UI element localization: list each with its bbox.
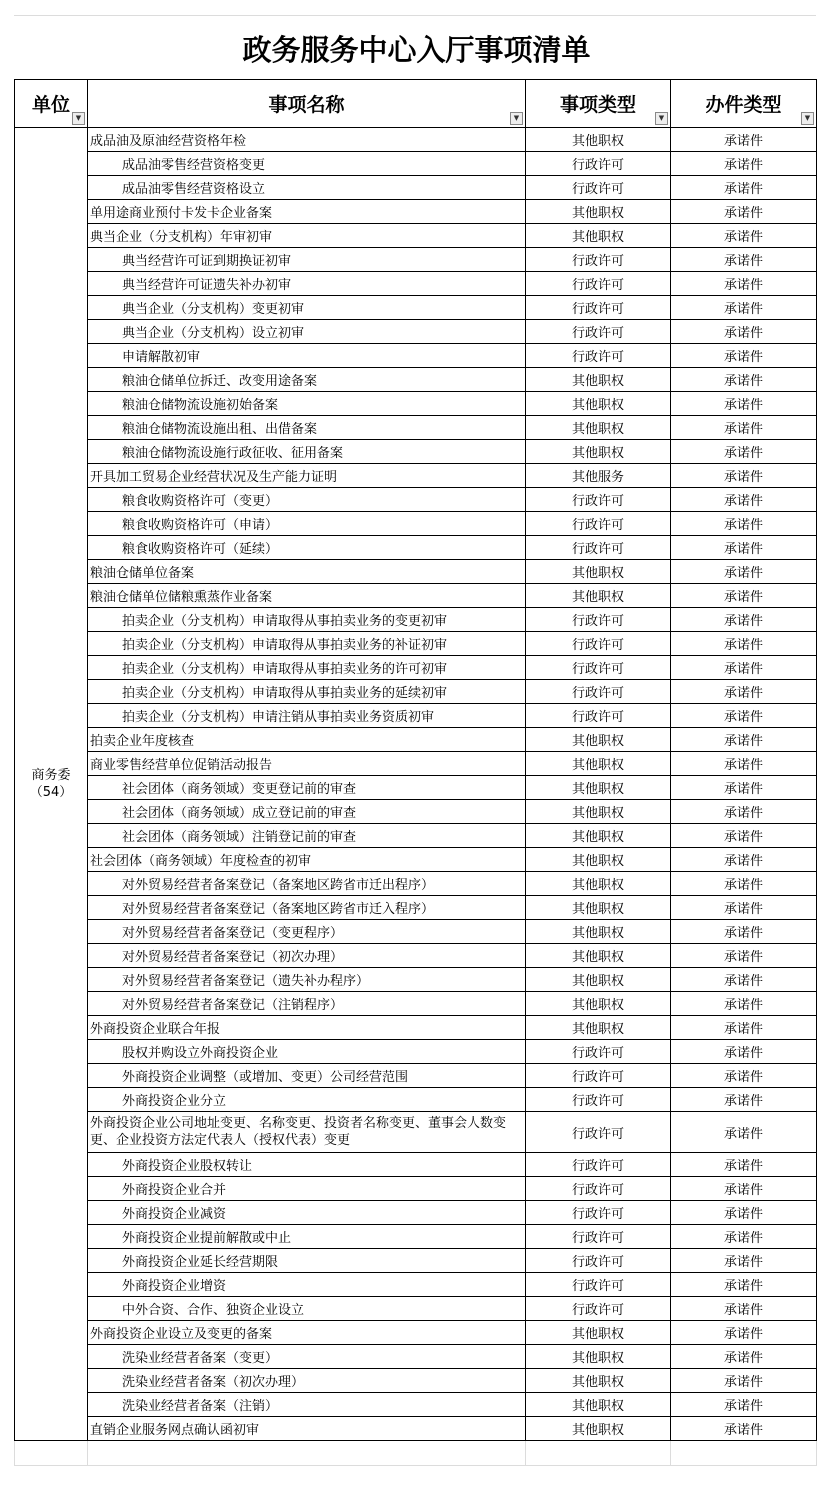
item-name-cell[interactable]: 外商投资企业设立及变更的备案	[88, 1321, 526, 1345]
item-handling-cell[interactable]: 承诺件	[671, 224, 817, 248]
item-handling-cell[interactable]: 承诺件	[671, 368, 817, 392]
item-handling-cell[interactable]: 承诺件	[671, 440, 817, 464]
item-name-cell[interactable]: 粮油仓储物流设施行政征收、征用备案	[88, 440, 526, 464]
header-name-label: 事项名称	[268, 94, 345, 116]
table-row	[15, 800, 817, 824]
item-name-cell[interactable]: 拍卖企业（分支机构）申请取得从事拍卖业务的延续初审	[88, 680, 526, 704]
empty-cell[interactable]	[526, 1441, 671, 1466]
item-type-cell[interactable]: 其他职权	[526, 200, 671, 224]
item-name-cell[interactable]: 成品油零售经营资格设立	[88, 176, 526, 200]
item-name-cell[interactable]: 单用途商业预付卡发卡企业备案	[88, 200, 526, 224]
item-handling-cell[interactable]: 承诺件	[671, 992, 817, 1016]
item-handling-cell[interactable]: 承诺件	[671, 272, 817, 296]
item-handling-cell[interactable]: 承诺件	[671, 896, 817, 920]
item-handling-cell[interactable]: 承诺件	[671, 752, 817, 776]
item-type-cell[interactable]: 其他职权	[526, 128, 671, 152]
item-type-cell[interactable]: 其他职权	[526, 968, 671, 992]
table-row	[15, 536, 817, 560]
item-handling-cell[interactable]: 承诺件	[671, 152, 817, 176]
item-handling-cell[interactable]: 承诺件	[671, 1393, 817, 1417]
item-type-cell[interactable]: 其他职权	[526, 896, 671, 920]
item-name-cell[interactable]: 申请解散初审	[88, 344, 526, 368]
item-name-cell[interactable]: 成品油及原油经营资格年检	[88, 128, 526, 152]
table-row	[15, 1040, 817, 1064]
header-handling-label: 办件类型	[705, 94, 782, 116]
table-row	[15, 584, 817, 608]
table-row	[15, 1064, 817, 1088]
item-type-cell[interactable]: 其他职权	[526, 944, 671, 968]
table-row	[15, 1393, 817, 1417]
table-row	[15, 1369, 817, 1393]
table-row	[15, 992, 817, 1016]
item-name-cell[interactable]: 外商投资企业增资	[88, 1273, 526, 1297]
item-name-cell[interactable]: 粮油仓储单位拆迁、改变用途备案	[88, 368, 526, 392]
item-name-cell[interactable]: 典当企业（分支机构）变更初审	[88, 296, 526, 320]
item-type-cell[interactable]: 其他职权	[526, 1417, 671, 1441]
item-handling-cell[interactable]: 承诺件	[671, 1177, 817, 1201]
item-handling-cell[interactable]: 承诺件	[671, 584, 817, 608]
item-name-cell[interactable]: 拍卖企业（分支机构）申请取得从事拍卖业务的许可初审	[88, 656, 526, 680]
item-name-cell[interactable]: 开具加工贸易企业经营状况及生产能力证明	[88, 464, 526, 488]
table-row	[15, 608, 817, 632]
table-row	[15, 1225, 817, 1249]
item-name-cell[interactable]: 社会团体（商务领域）年度检查的初审	[88, 848, 526, 872]
item-type-cell[interactable]: 其他职权	[526, 992, 671, 1016]
empty-cell[interactable]	[671, 1441, 817, 1466]
item-type-cell[interactable]: 行政许可	[526, 1040, 671, 1064]
table-row	[15, 152, 817, 176]
table-row	[15, 824, 817, 848]
table-row	[15, 1249, 817, 1273]
item-name-cell[interactable]: 商业零售经营单位促销活动报告	[88, 752, 526, 776]
item-handling-cell[interactable]: 承诺件	[671, 344, 817, 368]
item-type-cell[interactable]: 其他职权	[526, 776, 671, 800]
item-name-cell[interactable]: 外商投资企业延长经营期限	[88, 1249, 526, 1273]
item-handling-cell[interactable]: 承诺件	[671, 656, 817, 680]
item-name-cell[interactable]: 对外贸易经营者备案登记（变更程序）	[88, 920, 526, 944]
item-name-cell[interactable]: 典当经营许可证到期换证初审	[88, 248, 526, 272]
item-type-cell[interactable]: 行政许可	[526, 1177, 671, 1201]
item-type-cell[interactable]: 行政许可	[526, 1064, 671, 1088]
table-row	[15, 920, 817, 944]
item-name-cell[interactable]: 外商投资企业减资	[88, 1201, 526, 1225]
item-handling-cell[interactable]: 承诺件	[671, 512, 817, 536]
item-handling-cell[interactable]: 承诺件	[671, 1321, 817, 1345]
item-type-cell[interactable]: 行政许可	[526, 1249, 671, 1273]
table-row	[15, 176, 817, 200]
table-row	[15, 704, 817, 728]
table-row	[15, 224, 817, 248]
header-type-label: 事项类型	[559, 94, 636, 116]
item-type-cell[interactable]: 其他职权	[526, 416, 671, 440]
item-type-cell[interactable]: 其他职权	[526, 800, 671, 824]
item-handling-cell[interactable]: 承诺件	[671, 1369, 817, 1393]
table-row	[15, 320, 817, 344]
header-name	[88, 80, 526, 128]
table-row	[15, 944, 817, 968]
table-row	[15, 368, 817, 392]
item-type-cell[interactable]: 其他职权	[526, 368, 671, 392]
item-type-cell[interactable]: 行政许可	[526, 176, 671, 200]
item-handling-cell[interactable]: 承诺件	[671, 848, 817, 872]
table-row	[15, 296, 817, 320]
item-name-cell[interactable]: 洗染业经营者备案（变更）	[88, 1345, 526, 1369]
item-handling-cell[interactable]: 承诺件	[671, 536, 817, 560]
item-type-cell[interactable]: 行政许可	[526, 512, 671, 536]
header-type	[526, 80, 671, 128]
item-name-cell[interactable]: 成品油零售经营资格变更	[88, 152, 526, 176]
table-row	[15, 1177, 817, 1201]
item-name-cell[interactable]: 外商投资企业股权转让	[88, 1153, 526, 1177]
item-type-cell[interactable]: 行政许可	[526, 704, 671, 728]
item-type-cell[interactable]: 行政许可	[526, 320, 671, 344]
item-type-cell[interactable]: 行政许可	[526, 272, 671, 296]
item-type-cell[interactable]: 其他职权	[526, 920, 671, 944]
header-unit	[15, 80, 88, 128]
item-type-cell[interactable]: 行政许可	[526, 1112, 671, 1153]
item-handling-cell[interactable]: 承诺件	[671, 392, 817, 416]
item-handling-cell[interactable]: 承诺件	[671, 560, 817, 584]
item-name-cell[interactable]: 粮食收购资格许可（变更）	[88, 488, 526, 512]
item-type-cell[interactable]: 行政许可	[526, 608, 671, 632]
item-type-cell[interactable]: 其他职权	[526, 1345, 671, 1369]
item-type-cell[interactable]: 行政许可	[526, 656, 671, 680]
unit-cell[interactable]	[15, 128, 88, 1441]
item-handling-cell[interactable]: 承诺件	[671, 872, 817, 896]
item-handling-cell[interactable]: 承诺件	[671, 968, 817, 992]
item-type-cell[interactable]: 其他职权	[526, 1393, 671, 1417]
table-row	[15, 1417, 817, 1441]
table-row	[15, 728, 817, 752]
table-row	[15, 776, 817, 800]
item-name-cell[interactable]: 洗染业经营者备案（初次办理）	[88, 1369, 526, 1393]
table-row	[15, 128, 817, 152]
item-type-cell[interactable]: 行政许可	[526, 1088, 671, 1112]
item-type-cell[interactable]: 行政许可	[526, 488, 671, 512]
table-row	[15, 848, 817, 872]
table-row	[15, 1112, 817, 1153]
item-name-cell[interactable]: 典当企业（分支机构）年审初审	[88, 224, 526, 248]
items-table	[14, 79, 817, 1466]
item-handling-cell[interactable]: 承诺件	[671, 824, 817, 848]
item-handling-cell[interactable]: 承诺件	[671, 1417, 817, 1441]
table-row	[15, 680, 817, 704]
table-row	[15, 1016, 817, 1040]
table-row	[15, 1321, 817, 1345]
item-type-cell[interactable]: 其他职权	[526, 1016, 671, 1040]
table-row	[15, 392, 817, 416]
item-type-cell[interactable]: 其他职权	[526, 392, 671, 416]
item-name-cell[interactable]: 社会团体（商务领域）成立登记前的审查	[88, 800, 526, 824]
header-handling	[671, 80, 817, 128]
table-row	[15, 488, 817, 512]
item-type-cell[interactable]: 行政许可	[526, 1225, 671, 1249]
item-handling-cell[interactable]: 承诺件	[671, 1225, 817, 1249]
item-handling-cell[interactable]: 承诺件	[671, 1112, 817, 1153]
item-name-cell[interactable]: 对外贸易经营者备案登记（遗失补办程序）	[88, 968, 526, 992]
header-unit-label: 单位	[31, 94, 70, 116]
item-handling-cell[interactable]: 承诺件	[671, 944, 817, 968]
item-handling-cell[interactable]: 承诺件	[671, 488, 817, 512]
item-type-cell[interactable]: 行政许可	[526, 632, 671, 656]
item-type-cell[interactable]: 行政许可	[526, 248, 671, 272]
item-name-cell[interactable]: 外商投资企业公司地址变更、名称变更、投资者名称变更、董事会人数变更、企业投资方法定代表人（授权代表）变更	[88, 1112, 526, 1153]
item-name-cell[interactable]: 社会团体（商务领域）注销登记前的审查	[88, 824, 526, 848]
item-type-cell[interactable]: 其他职权	[526, 560, 671, 584]
filter-dropdown-icon[interactable]: ▼	[801, 112, 814, 125]
table-row	[15, 872, 817, 896]
filter-active-icon[interactable]: ▼	[72, 112, 85, 125]
item-name-cell[interactable]: 典当经营许可证遗失补办初审	[88, 272, 526, 296]
item-type-cell[interactable]: 行政许可	[526, 1273, 671, 1297]
item-handling-cell[interactable]: 承诺件	[671, 632, 817, 656]
table-row	[15, 560, 817, 584]
item-name-cell[interactable]: 拍卖企业（分支机构）申请取得从事拍卖业务的变更初审	[88, 608, 526, 632]
item-name-cell[interactable]: 粮油仓储物流设施出租、出借备案	[88, 416, 526, 440]
item-name-cell[interactable]: 社会团体（商务领域）变更登记前的审查	[88, 776, 526, 800]
table-row	[15, 200, 817, 224]
item-handling-cell[interactable]: 承诺件	[671, 920, 817, 944]
item-handling-cell[interactable]: 承诺件	[671, 128, 817, 152]
item-type-cell[interactable]: 其他职权	[526, 224, 671, 248]
item-handling-cell[interactable]: 承诺件	[671, 1016, 817, 1040]
item-handling-cell[interactable]: 承诺件	[671, 608, 817, 632]
item-type-cell[interactable]: 行政许可	[526, 680, 671, 704]
item-handling-cell[interactable]: 承诺件	[671, 1345, 817, 1369]
sheet-top-gridline	[14, 15, 816, 16]
item-name-cell[interactable]: 中外合资、合作、独资企业设立	[88, 1297, 526, 1321]
table-row	[15, 968, 817, 992]
page-title: 政务服务中心入厅事项清单	[242, 33, 591, 67]
table-row	[15, 896, 817, 920]
item-name-cell[interactable]: 拍卖企业（分支机构）申请取得从事拍卖业务的补证初审	[88, 632, 526, 656]
table-row	[15, 656, 817, 680]
item-type-cell[interactable]: 其他职权	[526, 440, 671, 464]
item-handling-cell[interactable]: 承诺件	[671, 704, 817, 728]
item-name-cell[interactable]: 粮食收购资格许可（延续）	[88, 536, 526, 560]
item-name-cell[interactable]: 洗染业经营者备案（注销）	[88, 1393, 526, 1417]
table-row	[15, 344, 817, 368]
table-row	[15, 1088, 817, 1112]
item-handling-cell[interactable]: 承诺件	[671, 176, 817, 200]
item-name-cell[interactable]: 外商投资企业调整（或增加、变更）公司经营范围	[88, 1064, 526, 1088]
item-handling-cell[interactable]: 承诺件	[671, 320, 817, 344]
empty-cell[interactable]	[15, 1441, 88, 1466]
item-type-cell[interactable]: 其他职权	[526, 1369, 671, 1393]
table-row	[15, 440, 817, 464]
item-type-cell[interactable]: 行政许可	[526, 1297, 671, 1321]
table-row	[15, 416, 817, 440]
item-type-cell[interactable]: 其他职权	[526, 584, 671, 608]
item-name-cell[interactable]: 外商投资企业分立	[88, 1088, 526, 1112]
item-handling-cell[interactable]: 承诺件	[671, 416, 817, 440]
table-row	[15, 1297, 817, 1321]
table-row	[15, 272, 817, 296]
item-type-cell[interactable]: 行政许可	[526, 296, 671, 320]
table-body	[15, 128, 817, 1466]
table-row	[15, 632, 817, 656]
item-name-cell[interactable]: 对外贸易经营者备案登记（备案地区跨省市迁入程序）	[88, 896, 526, 920]
item-name-cell[interactable]: 拍卖企业年度核查	[88, 728, 526, 752]
item-handling-cell[interactable]: 承诺件	[671, 1249, 817, 1273]
item-handling-cell[interactable]: 承诺件	[671, 1201, 817, 1225]
item-name-cell[interactable]: 粮油仓储单位储粮熏蒸作业备案	[88, 584, 526, 608]
item-type-cell[interactable]: 其他职权	[526, 872, 671, 896]
filter-dropdown-icon[interactable]: ▼	[510, 112, 523, 125]
table-row	[15, 464, 817, 488]
item-handling-cell[interactable]: 承诺件	[671, 1040, 817, 1064]
item-name-cell[interactable]: 外商投资企业合并	[88, 1177, 526, 1201]
table-row	[15, 1273, 817, 1297]
item-type-cell[interactable]: 行政许可	[526, 344, 671, 368]
item-type-cell[interactable]: 其他职权	[526, 752, 671, 776]
item-type-cell[interactable]: 行政许可	[526, 1153, 671, 1177]
table-row	[15, 752, 817, 776]
item-type-cell[interactable]: 行政许可	[526, 536, 671, 560]
item-type-cell[interactable]: 其他职权	[526, 848, 671, 872]
item-name-cell[interactable]: 粮油仓储单位备案	[88, 560, 526, 584]
item-handling-cell[interactable]: 承诺件	[671, 776, 817, 800]
item-name-cell[interactable]: 外商投资企业联合年报	[88, 1016, 526, 1040]
table-row	[15, 1201, 817, 1225]
item-name-cell[interactable]: 典当企业（分支机构）设立初审	[88, 320, 526, 344]
header-row	[15, 80, 817, 128]
item-handling-cell[interactable]: 承诺件	[671, 728, 817, 752]
item-name-cell[interactable]: 对外贸易经营者备案登记（初次办理）	[88, 944, 526, 968]
item-handling-cell[interactable]: 承诺件	[671, 1273, 817, 1297]
item-handling-cell[interactable]: 承诺件	[671, 200, 817, 224]
unit-count: （54）	[29, 785, 73, 800]
item-handling-cell[interactable]: 承诺件	[671, 1064, 817, 1088]
item-type-cell[interactable]: 其他职权	[526, 1321, 671, 1345]
empty-sheet-row	[15, 1441, 817, 1466]
table-row	[15, 1153, 817, 1177]
item-name-cell[interactable]: 股权并购设立外商投资企业	[88, 1040, 526, 1064]
item-type-cell[interactable]: 其他职权	[526, 824, 671, 848]
unit-name: 商务委	[31, 768, 71, 783]
item-handling-cell[interactable]: 承诺件	[671, 680, 817, 704]
item-handling-cell[interactable]: 承诺件	[671, 248, 817, 272]
item-handling-cell[interactable]: 承诺件	[671, 1088, 817, 1112]
item-handling-cell[interactable]: 承诺件	[671, 1297, 817, 1321]
empty-cell[interactable]	[88, 1441, 526, 1466]
item-type-cell[interactable]: 行政许可	[526, 1201, 671, 1225]
item-name-cell[interactable]: 拍卖企业（分支机构）申请注销从事拍卖业务资质初审	[88, 704, 526, 728]
filter-dropdown-icon[interactable]: ▼	[655, 112, 668, 125]
table-row	[15, 1345, 817, 1369]
item-name-cell[interactable]: 外商投资企业提前解散或中止	[88, 1225, 526, 1249]
item-handling-cell[interactable]: 承诺件	[671, 1153, 817, 1177]
table-row	[15, 512, 817, 536]
item-name-cell[interactable]: 粮食收购资格许可（申请）	[88, 512, 526, 536]
item-type-cell[interactable]: 其他职权	[526, 728, 671, 752]
item-name-cell[interactable]: 对外贸易经营者备案登记（备案地区跨省市迁出程序）	[88, 872, 526, 896]
item-handling-cell[interactable]: 承诺件	[671, 464, 817, 488]
item-name-cell[interactable]: 粮油仓储物流设施初始备案	[88, 392, 526, 416]
item-type-cell[interactable]: 其他服务	[526, 464, 671, 488]
item-type-cell[interactable]: 行政许可	[526, 152, 671, 176]
table-row	[15, 248, 817, 272]
item-handling-cell[interactable]: 承诺件	[671, 296, 817, 320]
item-name-cell[interactable]: 对外贸易经营者备案登记（注销程序）	[88, 992, 526, 1016]
item-name-cell[interactable]: 直销企业服务网点确认函初审	[88, 1417, 526, 1441]
item-handling-cell[interactable]: 承诺件	[671, 800, 817, 824]
